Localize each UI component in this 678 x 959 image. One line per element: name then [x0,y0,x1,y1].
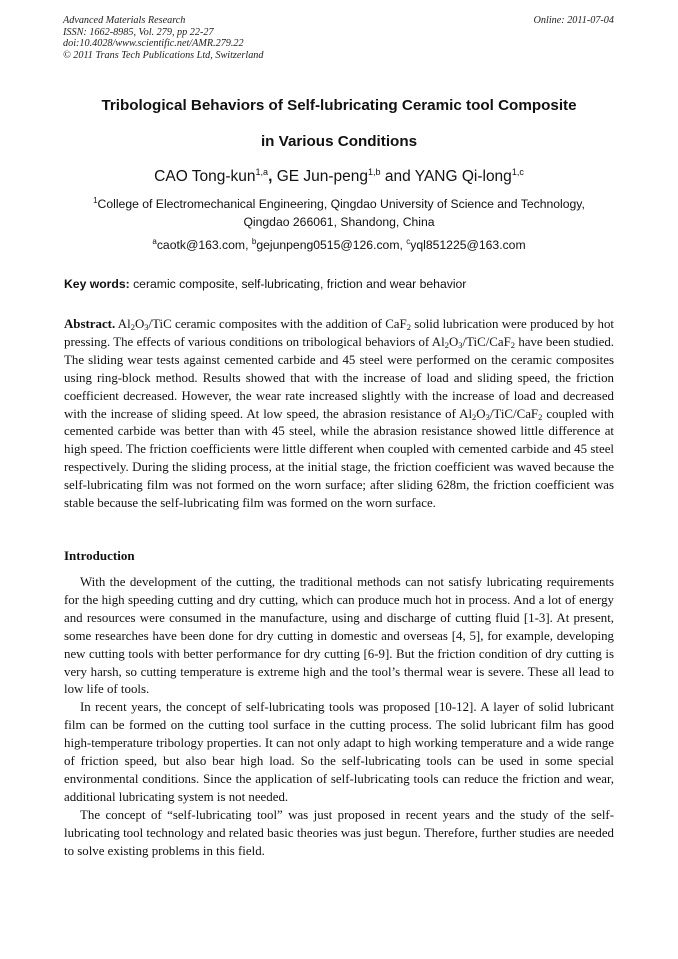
author-3-sup: 1,c [511,167,524,177]
email-c-sup: c [406,237,411,246]
subscript: 2 [130,322,135,332]
author-list [40,167,638,187]
author-1: CAO Tong-kun [154,168,256,185]
abstract-text: coupled with cemented carbide was better than with 45 steel, while the abrasion resistance showed little difference at high speed. The friction coefficients were little different when coupled with cemented carbide and 45 steel respectively. During the sliding process, at the initial stage, the friction coefficient was waved because the self-lubricating film was not formed on the worn surface; after sliding 628m, the friction coefficient was stable because the self-lubricating film was formed on the worn surface. [64,406,615,511]
abstract-text: O [476,406,486,421]
author-1-sup: 1,a [255,167,269,177]
subscript: 2 [406,322,411,332]
affiliation [60,195,618,231]
title-line-2: in Various Conditions [260,133,418,150]
paper-title [50,88,628,160]
abstract-text: /TiC ceramic composites with the addition of CaF [148,317,407,331]
keywords-text: ceramic composite, self-lubricating, friction and wear behavior [129,277,467,291]
paragraph: With the development of the cutting, the traditional methods can not satisfy lubricating requirements for the high speeding cutting and dry cutting, which can produce much hot in process. And a lot of energy and resources were consumed in the manufacture, using and discharge of cutting fluid [1-3]. At present, some researches have been done for dry cutting in domestic and overseas [4, 5], for example, developing new cutting tools with better performance for dry cutting [6-9]. But the friction condition of dry cutting is very harsh, so cutting temperature is extreme high and the tool’s thermal wear is severe. These all lead to low life of tools. [64,575,614,697]
title-line-1: Tribological Behaviors of Self-lubricating Ceramic tool Composite [101,97,577,114]
subscript: 2 [444,339,449,350]
subscript: 2 [472,411,477,422]
author-2: GE Jun-peng [276,168,369,185]
email-b: gejunpeng0515@126.com, [256,238,407,252]
paragraph: In recent years, the concept of self-lubricating tools was proposed [10-12]. A layer of solid lubricant film can be formed on the cutting tool surface in the cutting process. The solid lubricant film has good high-temperature tribology properties. It can not only adapt to high working temperature and a wide range of friction speed, but also bear high load. So the self-lubricating tools can be used in some special environmental conditions. Since the application of self-lubricating tools can reduce the friction and wear, additional lubricating system is not needed. [64,700,614,804]
journal-header [63,15,263,61]
email-a-sup: a [152,237,157,246]
abstract-text: /TiC/CaF [462,334,511,349]
email-a: caotk@163.com, [156,238,252,252]
email-b-sup: b [251,237,257,246]
introduction-body [64,574,614,861]
subscript: 3 [144,322,149,332]
online-date: Online: 2011-07-04 [533,15,614,26]
abstract-text: have been studied. The sliding wear tests against cemented carbide and 45 steel were performed on the ceramic composites using ring-block method. Results showed that with the increase of load and sliding speed, the friction coefficient decreased. However, the wear rate increased slightly with the increase of load and decreased with the increase of sliding speed. At low speed, the abrasion resistance of Al [64,334,615,421]
affiliation-sup: 1 [93,196,98,205]
paragraph: The concept of “self-lubricating tool” was just proposed in recent years and the study of the self-lubricating tool technology and related basic theories was just begun. Therefore, further studies are needed to solve existing problems in this field. [64,807,614,858]
abstract-label: Abstract. [64,317,116,331]
affiliation-line-1: College of Electromechanical Engineering, Qingdao University of Science and Technology, [97,197,585,211]
abstract-text: O [448,334,459,349]
email-c: yql851225@163.com [410,238,526,252]
keywords-label: Key words: [64,277,130,291]
subscript: 3 [458,339,463,350]
keywords [64,276,624,292]
author-separator-2: and [380,168,415,185]
abstract-text: /TiC/CaF [489,406,539,421]
abstract-text: O [134,317,145,331]
abstract-text: Al [115,317,131,331]
author-2-sup: 1,b [368,167,381,177]
email-list [40,236,638,254]
section-heading-introduction: Introduction [64,548,135,563]
subscript: 2 [538,411,543,422]
abstract-text: solid lubrication were produced by hot pressing. The effects of various conditions on tribological behaviors of Al [64,317,614,349]
copyright-line: © 2011 Trans Tech Publications Ltd, Switzerland [63,49,264,61]
author-3: YANG Qi-long [414,168,512,185]
subscript: 2 [510,339,516,350]
author-separator-1: , [268,168,277,185]
subscript: 3 [485,411,490,422]
issn-line: ISSN: 1662-8985, Vol. 279, pp 22-27 [63,26,214,38]
doi-line: doi:10.4028/www.scientific.net/AMR.279.22 [63,38,244,49]
journal-name: Advanced Materials Research [63,15,186,26]
affiliation-line-2: Qingdao 266061, Shandong, China [243,215,435,229]
abstract [64,316,614,513]
